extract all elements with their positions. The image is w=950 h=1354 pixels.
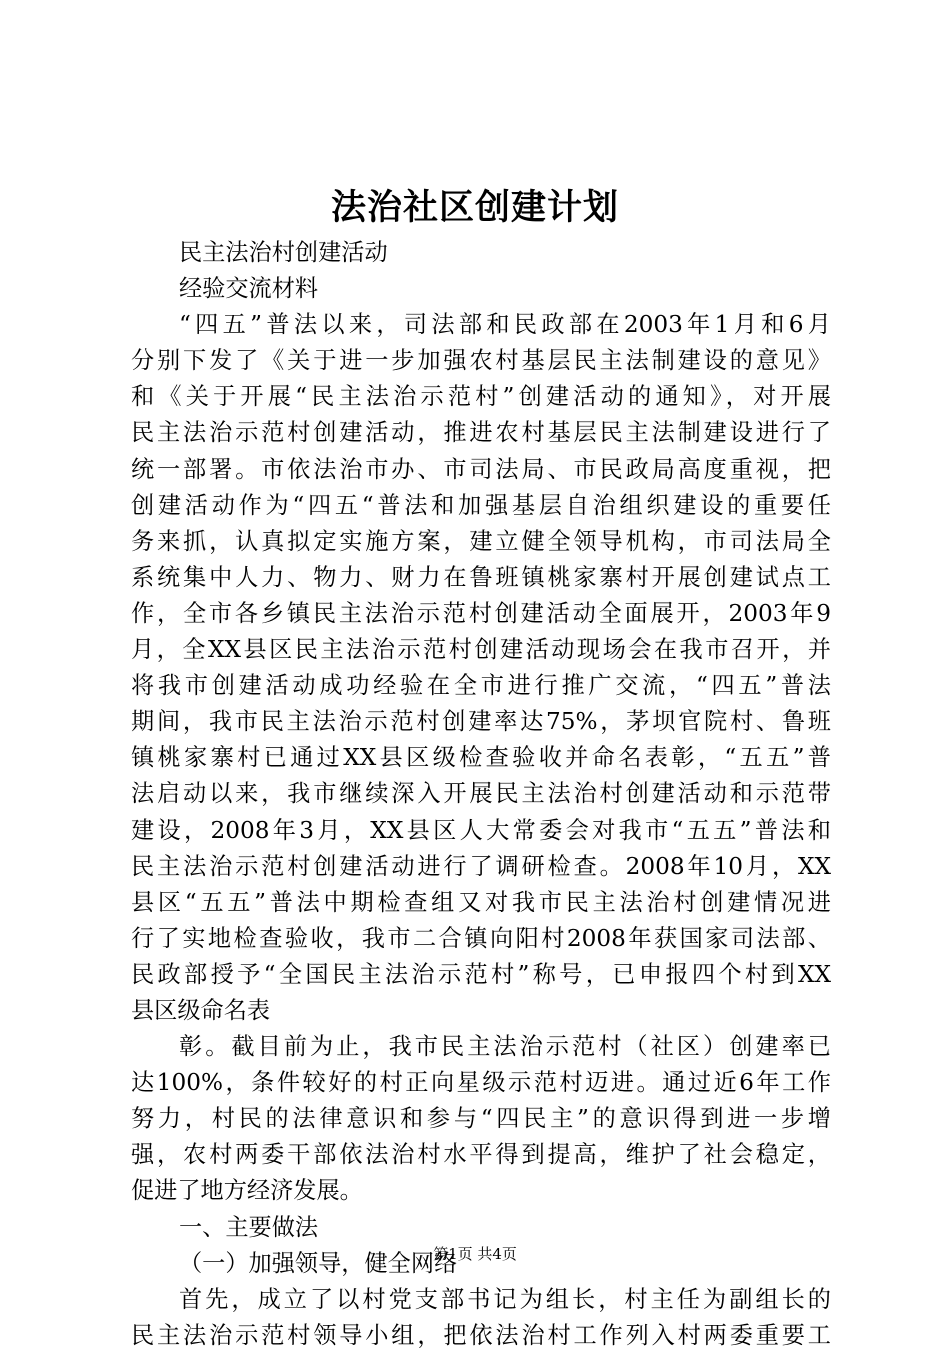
document-title: 法治社区创建计划 xyxy=(330,187,619,228)
body-line: 县区“五五”普法中期检查组又对我市民主法治村创建情况进 xyxy=(131,888,831,916)
body-line: 期间，我市民主法治示范村创建率达75%，茅坝官院村、鲁班 xyxy=(131,708,831,736)
body-line: 达100%，条件较好的村正向星级示范村迈进。通过近6年工作 xyxy=(131,1069,831,1097)
body-line: 强，农村两委干部依法治村水平得到提高，维护了社会稳定， xyxy=(131,1141,831,1169)
body-line: 彰。截目前为止，我市民主法治示范村（社区）创建率已 xyxy=(179,1033,831,1061)
body-line: 经验交流材料 xyxy=(179,275,319,303)
body-line: 创建活动作为“四五“普法和加强基层自治组织建设的重要任 xyxy=(131,491,831,519)
body-line: 民主法治示范村领导小组，把依法治村工作列入村两委重要工 xyxy=(131,1321,831,1349)
body-line: 努力，村民的法律意识和参与“四民主”的意识得到进一步增 xyxy=(131,1105,831,1133)
body-line: 民主法治示范村创建活动进行了调研检查。2008年10月，XX xyxy=(131,852,831,880)
body-line: 统一部署。市依法治市办、市司法局、市民政局高度重视，把 xyxy=(131,455,831,483)
body-line: 县区级命名表 xyxy=(131,996,271,1024)
body-line: 促进了地方经济发展。 xyxy=(131,1177,363,1205)
body-line: 一、主要做法 xyxy=(179,1213,319,1241)
body-line: 民主法治示范村创建活动，推进农村基层民主法制建设进行了 xyxy=(131,419,831,447)
body-line: 和《关于开展“民主法治示范村”创建活动的通知》，对开展 xyxy=(131,383,831,411)
body-line: 务来抓，认真拟定实施方案，建立健全领导机构，市司法局全 xyxy=(131,527,831,555)
body-line: 系统集中人力、物力、财力在鲁班镇桃家寨村开展创建试点工 xyxy=(131,563,831,591)
document-body xyxy=(131,235,831,1354)
body-line: 作，全市各乡镇民主法治示范村创建活动全面展开，2003年9 xyxy=(131,599,831,627)
page-footer: 第1页 共4页 xyxy=(433,1245,517,1263)
body-line: 镇桃家寨村已通过XX县区级检查验收并命名表彰，“五五”普 xyxy=(131,744,831,772)
body-line: 建设，2008年3月，XX县区人大常委会对我市“五五”普法和 xyxy=(131,816,831,844)
body-line: 民主法治村创建活动 xyxy=(179,239,388,266)
body-line: 民政部授予“全国民主法治示范村”称号，已申报四个村到XX xyxy=(131,960,831,988)
body-line: 法启动以来，我市继续深入开展民主法治村创建活动和示范带 xyxy=(131,780,831,808)
body-line: “四五”普法以来，司法部和民政部在2003年1月和6月 xyxy=(179,311,831,339)
body-line: 分别下发了《关于进一步加强农村基层民主法制建设的意见》 xyxy=(131,347,831,375)
body-line: 首先，成立了以村党支部书记为组长，村主任为副组长的 xyxy=(179,1285,831,1313)
body-line: 月，全XX县区民主法治示范村创建活动现场会在我市召开，并 xyxy=(131,636,831,664)
body-line: 将我市创建活动成功经验在全市进行推广交流，“四五”普法 xyxy=(131,672,831,700)
body-line: （一）加强领导，健全网络 xyxy=(179,1249,458,1277)
body-line: 行了实地检查验收，我市二合镇向阳村2008年获国家司法部、 xyxy=(131,924,831,952)
